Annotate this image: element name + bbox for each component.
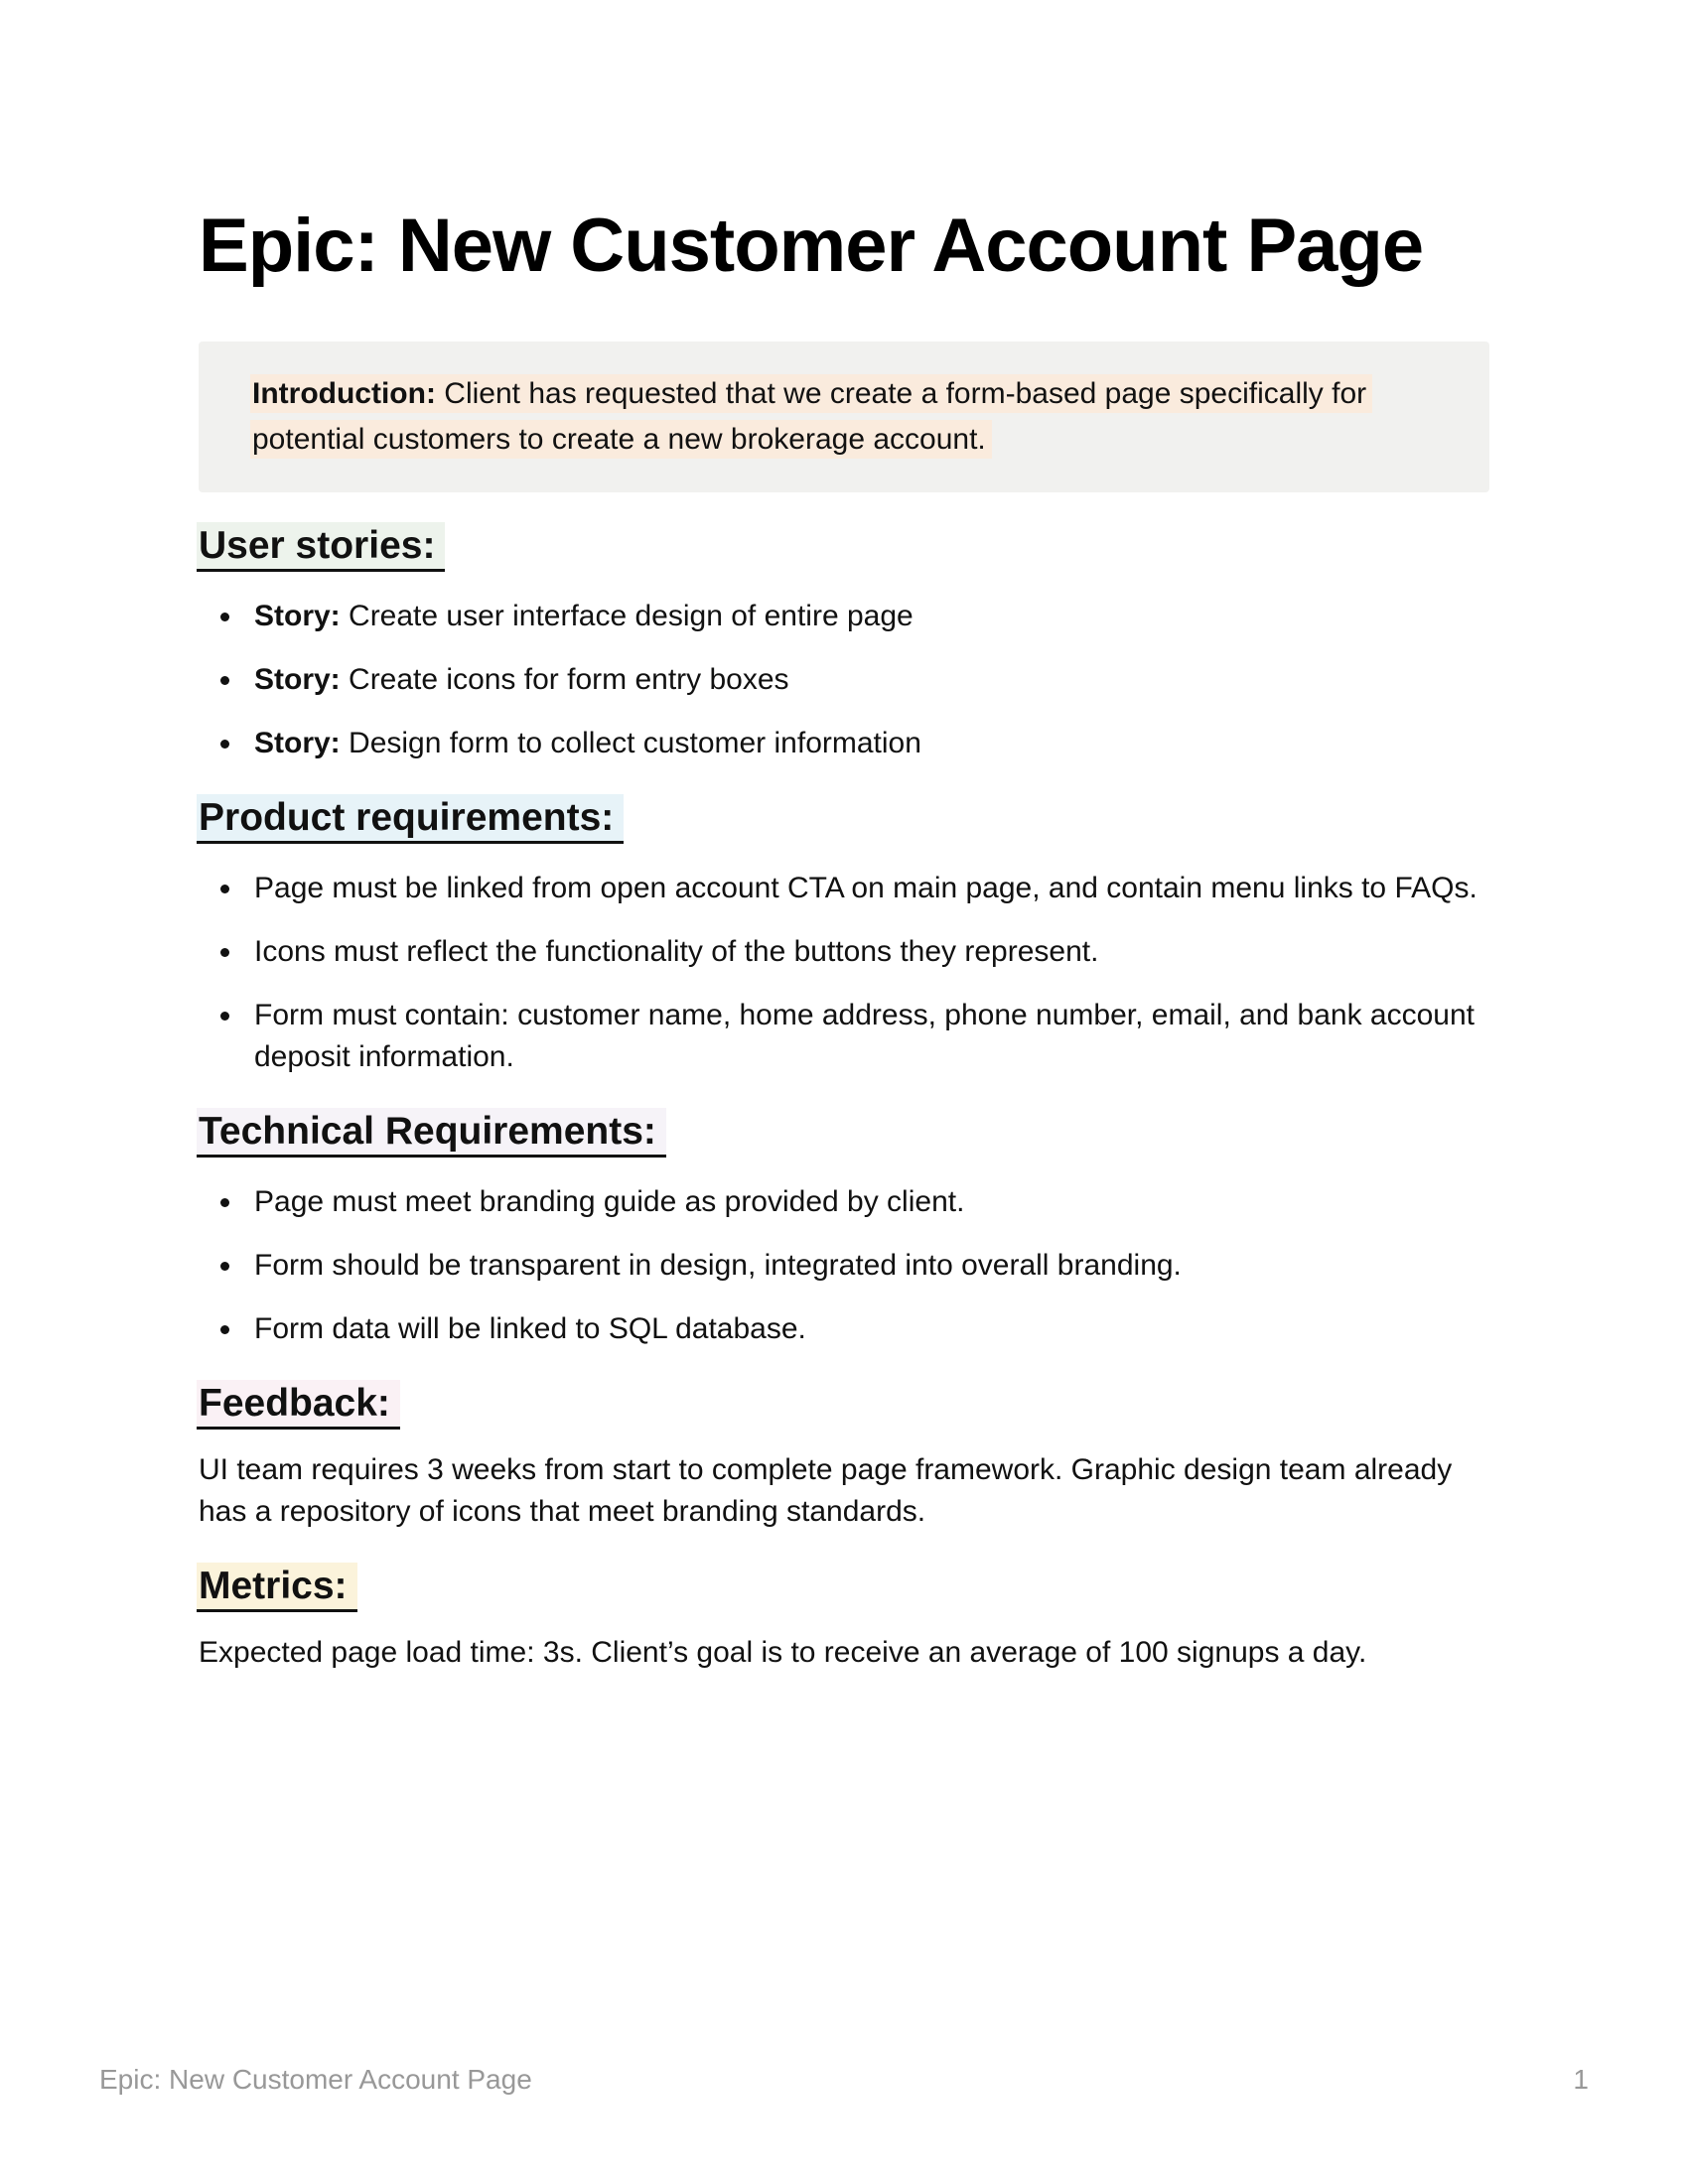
section-heading-product-requirements [199, 794, 1489, 844]
page-number: 1 [1573, 2064, 1589, 2095]
introduction-paragraph [250, 371, 1438, 463]
list-item [199, 868, 1489, 909]
footer-title: Epic: New Customer Account Page [99, 2064, 532, 2095]
page-content [199, 0, 1489, 1674]
bullet-label: Story: [254, 727, 341, 759]
bullet-text: Form data will be linked to SQL database. [254, 1312, 806, 1345]
introduction-text: Client has requested that we create a form-based page specifically for potential customers to create a new brokerage account. [252, 377, 1367, 456]
list-item [199, 659, 1489, 701]
section-heading-metrics [199, 1563, 1489, 1612]
list-item [199, 931, 1489, 973]
section-heading-technical-requirements [199, 1108, 1489, 1158]
section-product-requirements [199, 794, 1489, 1078]
bullet-text: Create user interface design of entire page [340, 600, 914, 632]
bullet-text: Design form to collect customer information [340, 727, 921, 759]
bullet-text: Form should be transparent in design, integrated into overall branding. [254, 1249, 1182, 1282]
section-heading-feedback [199, 1380, 1489, 1430]
section-technical-requirements [199, 1108, 1489, 1350]
heading-highlight: Feedback: [197, 1380, 400, 1430]
section-paragraph: UI team requires 3 weeks from start to complete page framework. Graphic design team already has a repository of icons that meet branding standards. [199, 1453, 1453, 1528]
heading-highlight: Metrics: [197, 1563, 357, 1612]
bullet-text: Icons must reflect the functionality of the buttons they represent. [254, 935, 1099, 968]
page-title: Epic: New Customer Account Page [199, 204, 1424, 288]
section-feedback [199, 1380, 1489, 1533]
section-heading-user-stories [199, 522, 1489, 572]
bullet-label: Story: [254, 663, 341, 696]
list-item [199, 995, 1489, 1078]
section-metrics [199, 1563, 1489, 1674]
list-item [199, 1308, 1489, 1350]
bullet-list [199, 1181, 1489, 1350]
bullet-text: Page must meet branding guide as provided by client. [254, 1185, 965, 1218]
list-item [199, 1245, 1489, 1287]
heading-highlight: User stories: [197, 522, 445, 572]
heading-highlight: Technical Requirements: [197, 1108, 666, 1158]
bullet-text: Create icons for form entry boxes [340, 663, 789, 696]
introduction-callout [199, 341, 1489, 492]
list-item [199, 596, 1489, 637]
introduction-label: Introduction: [252, 377, 436, 410]
section-user-stories [199, 522, 1489, 764]
bullet-list [199, 596, 1489, 764]
bullet-text: Page must be linked from open account CTA on main page, and contain menu links to FAQs. [254, 872, 1477, 904]
section-paragraph: Expected page load time: 3s. Client’s goal is to receive an average of 100 signups a day. [199, 1636, 1367, 1669]
bullet-text: Form must contain: customer name, home address, phone number, email, and bank account deposit information. [254, 999, 1475, 1073]
introduction-highlight [250, 374, 1372, 459]
page-footer [99, 2065, 1589, 2095]
heading-highlight: Product requirements: [197, 794, 624, 844]
list-item [199, 1181, 1489, 1223]
bullet-list [199, 868, 1489, 1078]
list-item [199, 723, 1489, 764]
bullet-label: Story: [254, 600, 341, 632]
